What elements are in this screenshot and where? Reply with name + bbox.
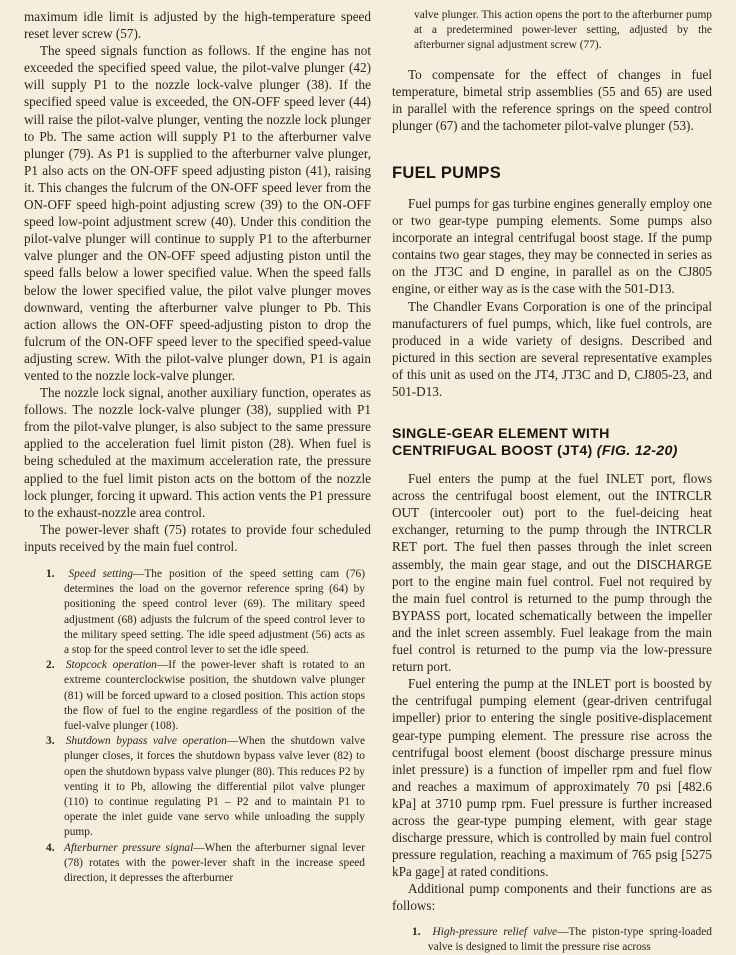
paragraph: Fuel pumps for gas turbine engines generally employ one or two gear-type pumping elements. Some pumps also incorporate an integral centrifugal boost stage. If the pump contains two gear stages, they may be connected in series as on the JT3C and D engine, in parallel as on the CJ805 engine, or either way as is the case with the 501-D13.	[392, 195, 712, 297]
list-item	[24, 841, 371, 887]
list-text: —When the afterburner signal lever (78) rotates with the power-lever shaft in the increase speed direction, it depresses the afterburner	[64, 841, 365, 885]
list-text: —The piston-type spring-loaded valve is designed to limit the pressure rise across	[428, 925, 712, 953]
list-number: 1.	[412, 925, 421, 938]
list-title: Stopcock operation	[65, 659, 157, 672]
list-number: 3.	[46, 735, 55, 748]
list-number: 4.	[46, 841, 55, 854]
list-continuation: valve plunger. This action opens the port to the afterburner pump at a predetermined power-lever setting, adjusted by the afterburner signal adjustment screw (77).	[414, 9, 712, 52]
section-heading: FUEL PUMPS	[392, 163, 502, 182]
paragraph: Fuel enters the pump at the fuel INLET port, flows across the centrifugal boost element, out the INTRCLR OUT (intercooler out) port to the fuel-deicing heat exchanger, returning to the pump through the INTRCLR RET port. The fuel then passes through the inlet screen assembly, the main gear stage, and out the DISCHARGE port to the engine main fuel control. Fuel not required by the main fuel control is returned to the pump through the BYPASS port, located schematically between the impeller and the inlet screen assembly. Fuel leakage from the main fuel control is returned to the pump via the low-pressure return port.	[392, 471, 712, 675]
list-title: Shutdown bypass valve operation	[65, 735, 227, 748]
section-heading	[392, 426, 712, 460]
list-title: Afterburner pressure signal	[63, 841, 194, 854]
list-text: —If the power-lever shaft is rotated to an extreme counterclockwise position, the shutdown valve plunger (81) will be forced upward to a closed position. This action stops the flow of fuel to the engine regardless of the position of the fuel-valve plunger (108).	[64, 659, 365, 733]
paragraph: The Chandler Evans Corporation is one of the principal manufacturers of fuel pumps, which, like fuel controls, are produced in a wide variety of designs. Described and pictured in this section are several representative examples of this unit as used on the JT4, JT3C and D, CJ805-23, and 501-D13.	[392, 298, 712, 400]
paragraph: Fuel entering the pump at the INLET port is boosted by the centrifugal pumping element (gear-driven centrifugal impeller) prior to entering the single positive-displacement gear-type pumping element. The pressure rise across the centrifugal boost element (boost discharge pressure minus inlet pressure) is a function of impeller rpm and fuel flow and reaches a maximum of approximately 70 psi [482.6 kPa] at 3710 pump rpm. Fuel pressure is further increased across the gear-type pumping element, with gear stage discharge pressure, which is controlled by main fuel control pressure regulation, reaching a maximum of 765 psig [5275 kPa gage] at rated conditions.	[392, 676, 712, 880]
paragraph: The speed signals function as follows. If the engine has not exceeded the specified speed value, the pilot-valve plunger (42) will supply P1 to the nozzle lock-valve plunger (38). If the specified speed value is exceeded, the ON-OFF speed lever (44) will raise the pilot-valve plunger, venting the nozzle lock plunger to Pb. The same action will supply P1 to the afterburner valve plunger (79). As P1 is supplied to the afterburner valve plunger, P1 also acts on the ON-OFF speed adjusting piston (41), raising it. This changes the fulcrum of the ON-OFF speed lever from the ON-OFF speed high-point adjusting screw (39) to the ON-OFF speed low-point adjustment screw (40). Under this condition the pilot-valve plunger will continue to supply P1 to the afterburner valve plunger and the ON-OFF speed adjusting piston until the speed falls below a lower specified value. When the speed falls below the lower specified value, the pilot valve plunger moves downward, venting the afterburner valve plunger to Pb. This action allows the ON-OFF speed-adjusting piston to drop the fulcrum of the ON-OFF speed lever to the specified speed-value adjusting screw. With the pilot-valve plunger down, P1 is again vented to the nozzle lock-valve plunger.	[24, 43, 371, 383]
list-item	[24, 658, 371, 734]
paragraph: The nozzle lock signal, another auxiliary function, operates as follows. The nozzle lock-valve plunger (38), supplied with P1 from the pilot-valve plunger, is also subject to the same pressure applied to the acceleration fuel limit piston (28). When fuel is being scheduled at the maximum acceleration rate, the pressure applied to the fuel limit piston acts on the bottom of the nozzle lock plunger, forcing it upward. This action vents the P1 pressure to the exhaust-nozzle area control.	[24, 385, 371, 520]
paragraph: To compensate for the effect of changes in fuel temperature, bimetal strip assemblies (55 and 65) are used in parallel with the reference springs on the speed control plunger (67) and the tachometer pilot-valve plunger (53).	[392, 66, 712, 133]
list-text: —The position of the speed setting cam (76) determines the load on the governor reference spring (64) by positioning the speed control lever (69). The military speed adjustment (68) adjusts the fulcrum of the speed control lever to the military speed setting. The idle speed adjustment (56) acts as a stop for the speed control lever to set the idle speed.	[64, 568, 366, 657]
left-column	[24, 8, 371, 886]
list-item	[24, 734, 371, 840]
paragraph: The power-lever shaft (75) rotates to provide four scheduled inputs received by the main fuel control.	[24, 521, 371, 554]
right-column	[392, 8, 712, 955]
paragraph: Additional pump components and their functions are as follows:	[392, 881, 712, 914]
figure-reference: (FIG. 12-20)	[596, 443, 678, 460]
list-title: Speed setting	[68, 568, 133, 580]
heading-text: SINGLE-GEAR ELEMENT WITH CENTRIFUGAL BOOST (JT4)	[392, 426, 610, 460]
paragraph: maximum idle limit is adjusted by the high-temperature speed reset lever screw (57).	[24, 9, 371, 42]
list-text: —When the shutdown valve plunger closes, it forces the shutdown bypass valve lever (82) to open the shutdown bypass valve plunger (80). This reduces P2 by venting it to Pb, allowing the differential pilot valve plunger (110) to continue regulating P1 – P2 and to maintain P1 to operate the inlet guide vane servo while unloading the supply pump.	[64, 735, 365, 839]
list-title: High-pressure relief valve	[432, 925, 558, 938]
list-number: 2.	[46, 659, 55, 672]
numbered-list	[24, 567, 371, 886]
list-number: 1.	[46, 568, 55, 580]
list-item	[392, 925, 712, 955]
list-item	[24, 567, 371, 658]
